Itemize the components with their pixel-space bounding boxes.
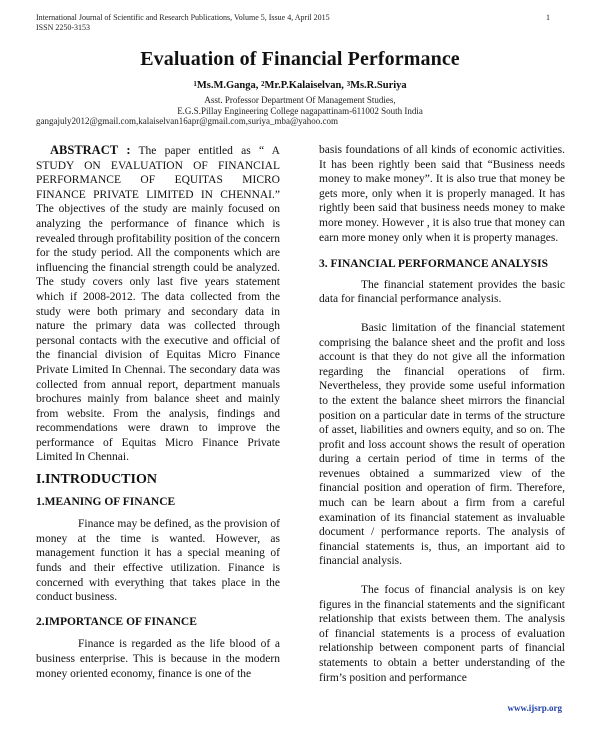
- author-1-name: Ms.M.Ganga,: [196, 80, 261, 91]
- author-2-name: Mr.P.Kalaiselvan,: [264, 80, 347, 91]
- meaning-text: Finance may be defined, as the provision of money at the time is wanted. However, as management function it has a special meaning of funds and their effective utilization. Finance is concerned with everything that takes place in the conduct business.: [36, 518, 280, 604]
- analysis-para-3: The focus of financial analysis is on key figures in the financial statements and the significant relationship that exists between them. The analysis of financial statements is a process of evaluation relationship between component parts of financial statements to obtain a better understanding of the firm’s position and performance: [319, 584, 565, 684]
- author-emails: gangajuly2012@gmail.com,kalaiselvan16apr@gmail.com,suriya_mba@yahoo.com: [36, 116, 339, 126]
- paper-title: Evaluation of Financial Performance: [140, 48, 460, 70]
- author-2-sup: 2: [261, 80, 265, 88]
- page-number: 1: [546, 13, 550, 22]
- importance-text: Finance is regarded as the life blood of a business enterprise. This is because in the modern money oriented economy, finance is one of the: [36, 638, 280, 680]
- abstract-text: The paper entitled as “ A STUDY ON EVALUATION OF FINANCIAL PERFORMANCE OF EQUITAS MICRO FINANCE PRIVATE LIMITED IN CHENNAI.” The objectives of the study are mainly focused on analyzing the performance of finance which is revealed through profitability position of the concern for the study period. All the components which are influencing the financial strength could be analyzed. The study covers only last five years statement which if 2008-2012. The data collected from the study were both primary and secondary data in nature the primary data was collected through personal contacts with the executive and official of the financial division of Equitas Micro Finance Private Limited In Chennai. The secondary data was collected from annual report, department manuals brochures mainly from balance sheet and mainly from website. From the analysis, findings and recommendations were drawn to improve the performance of Equitas Micro Finance Private Limited In Chennai.: [36, 145, 280, 464]
- abstract: [36, 143, 280, 465]
- importance-heading: 2.IMPORTANCE OF FINANCE: [36, 615, 197, 628]
- importance-continued: basis foundations of all kinds of economic activities. It has been rightly been said that “Business needs money to make money”. It is also true that money be gets more, only when it is properly managed. It has rightly been said that business needs money to make more money. However , it is also true that money can earn more money only when it is property manages.: [319, 144, 565, 244]
- author-line: [0, 80, 600, 91]
- analysis-para-1: The financial statement provides the basic data for financial performance analysis.: [319, 278, 565, 306]
- author-3-name: Ms.R.Suriya: [350, 80, 407, 91]
- abstract-label: ABSTRACT :: [50, 143, 131, 157]
- affiliation-dept: Asst. Professor Department Of Management Studies,: [204, 95, 396, 105]
- spacer: [319, 569, 565, 583]
- spacer: [319, 307, 565, 321]
- affiliation: [0, 95, 600, 127]
- spacer: [36, 605, 280, 615]
- author-3-sup: 3: [346, 80, 351, 88]
- journal-url[interactable]: www.ijsrp.org: [507, 703, 562, 713]
- affiliation-college: E.G.S.Pillay Engineering College nagapattinam-611002 South India: [177, 105, 423, 116]
- issn: ISSN 2250-3153: [36, 23, 91, 32]
- left-column: [36, 143, 280, 681]
- intro-heading: I.INTRODUCTION: [36, 472, 157, 488]
- journal-header: [36, 13, 330, 33]
- analysis-para-2: Basic limitation of the financial statement comprising the balance sheet and the profit and loss account is that they do not give all the information regarding the financial operations of firm. Nevertheless, they provide some useful information to the extent the balance sheet mirrors the financial position on a particular date in terms of the structure of asset, liabilities and owners equity, and so on. The profit and loss account shows the result of operation during a certain period of time in terms of the revenues obtained a summarized view of the financial position and operation of firm. Therefore, much can be learn about a firm from a careful examination of its financial statement as invaluable document / performance reports. The analysis of financial statements is, thus, an important aid to financial analysis.: [319, 321, 565, 568]
- meaning-heading: 1.MEANING OF FINANCE: [36, 495, 176, 508]
- right-column: [319, 143, 565, 685]
- author-1-sup: 1: [193, 80, 197, 88]
- analysis-heading: 3. FINANCIAL PERFORMANCE ANALYSIS: [319, 258, 548, 271]
- journal-citation: International Journal of Scientific and Research Publications, Volume 5, Issue 4, April 2015: [36, 13, 330, 22]
